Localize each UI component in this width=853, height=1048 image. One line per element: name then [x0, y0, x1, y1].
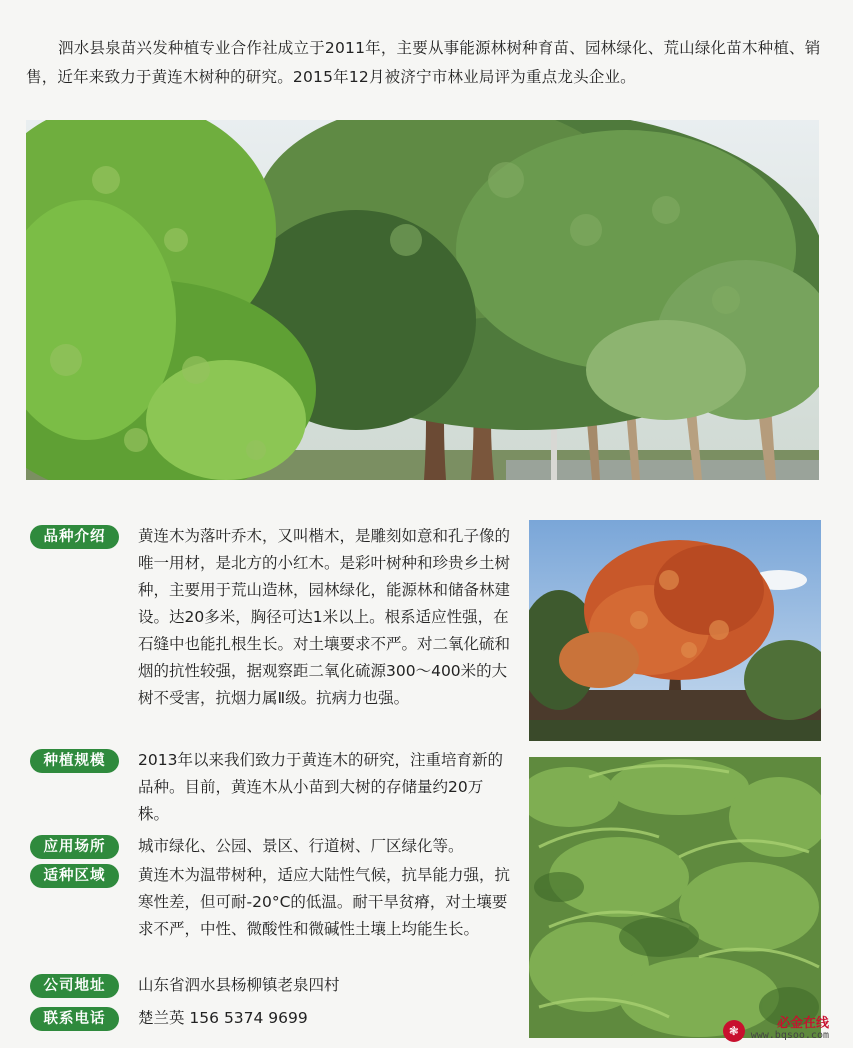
section-contact-phone — [30, 1005, 520, 1032]
autumn-tree-image — [529, 520, 821, 741]
autumn-tree-photo — [529, 520, 821, 741]
section-company-address — [30, 972, 520, 999]
watermark-name: 必金在线 — [776, 1016, 829, 1031]
tag-variety-intro: 品种介绍 — [30, 525, 119, 549]
tag-suitable-region: 适种区域 — [30, 864, 119, 888]
hero-tree-photo — [26, 120, 819, 480]
watermark-url: www.bqsoo.com — [750, 1030, 829, 1041]
section-variety-intro — [30, 523, 520, 743]
green-foliage-photo — [529, 757, 821, 1038]
tag-applications: 应用场所 — [30, 835, 119, 859]
tag-planting-scale: 种植规模 — [30, 749, 119, 773]
text-company-address: 山东省泗水县杨柳镇老泉四村 — [138, 976, 340, 994]
site-watermark — [723, 1018, 829, 1042]
text-contact-phone: 楚兰英 156 5374 9699 — [138, 1009, 308, 1027]
intro-paragraph: 泗水县泉苗兴发种植专业合作社成立于2011年，主要从事能源林树种育苗、园林绿化、荒山绿化苗木种植、销售，近年来致力于黄连木树种的研究。2015年12月被济宁市林业局评为重点龙头企业。 — [26, 39, 821, 86]
tag-company-address: 公司地址 — [30, 974, 119, 998]
watermark-logo-icon: ❃ — [723, 1020, 745, 1042]
text-variety-intro: 黄连木为落叶乔木，又叫楷木，是雕刻如意和孔子像的唯一用材，是北方的小红木。是彩叶树种和珍贵乡土树种，主要用于荒山造林，园林绿化，能源林和储备林建设。达20多米，胸径可达1米以上。根系适应性强，在石缝中也能扎根生长。对土壤要求不严。对二氧化硫和烟的抗性较强，据观察距二氧化硫源300～400米的大树不受害，抗烟力属Ⅱ级。抗病力也强。 — [138, 527, 511, 707]
green-foliage-image — [529, 757, 821, 1038]
section-planting-scale — [30, 747, 520, 829]
text-planting-scale: 2013年以来我们致力于黄连木的研究，注重培育新的品种。目前，黄连木从小苗到大树的存储量约20万株。 — [138, 751, 503, 823]
section-applications — [30, 833, 520, 860]
text-applications: 城市绿化、公园、景区、行道树、厂区绿化等。 — [138, 837, 464, 855]
section-suitable-region — [30, 862, 520, 972]
tag-contact-phone: 联系电话 — [30, 1007, 119, 1031]
text-suitable-region: 黄连木为温带树种，适应大陆性气候，抗旱能力强，抗寒性差，但可耐-20°C的低温。耐干旱贫瘠，对土壤要求不严，中性、微酸性和微碱性土壤上均能生长。 — [138, 866, 511, 938]
tree-avenue-image — [26, 120, 819, 480]
